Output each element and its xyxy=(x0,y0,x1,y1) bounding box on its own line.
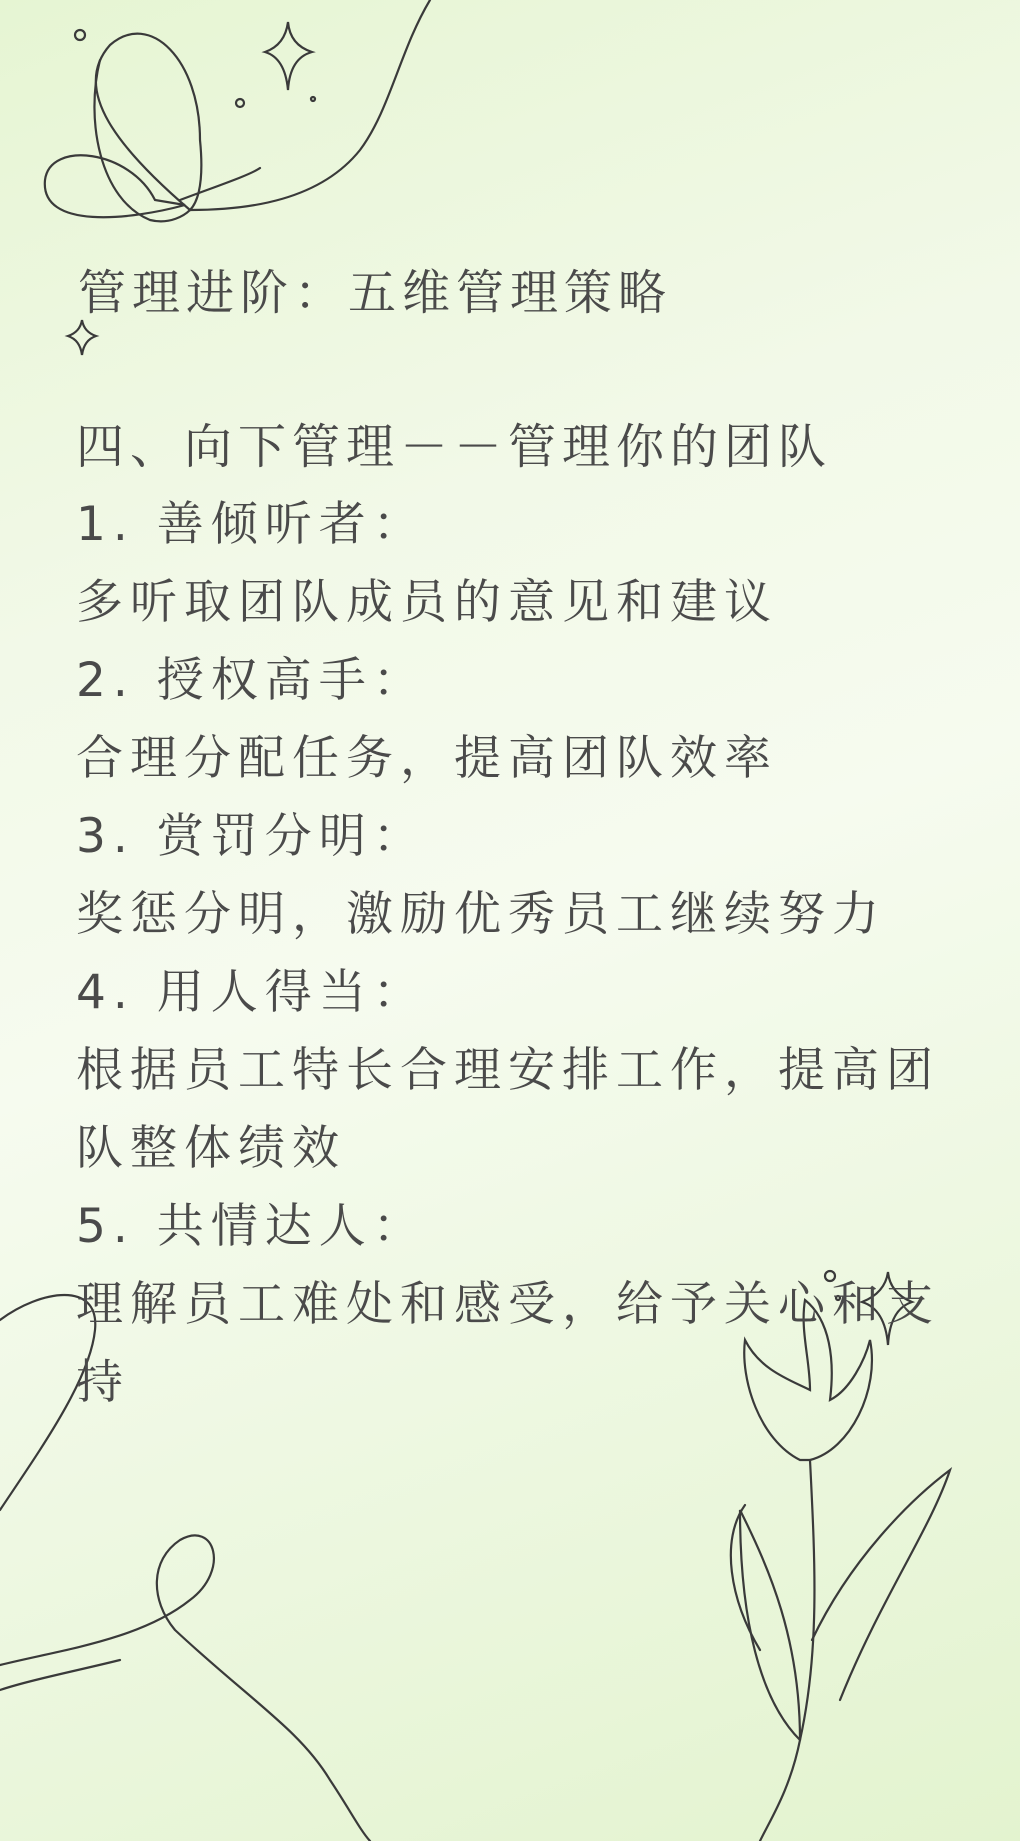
item-heading: 1. 善倾听者： xyxy=(76,497,427,552)
list-item xyxy=(76,954,956,1188)
list-item xyxy=(76,642,956,798)
item-text: 多听取团队成员的意见和建议 xyxy=(76,575,778,630)
item-heading: 2. 授权高手： xyxy=(76,653,427,708)
item-heading: 4. 用人得当： xyxy=(76,965,427,1020)
sparkle-icon xyxy=(265,22,312,90)
item-text: 奖惩分明，激励优秀员工继续努力 xyxy=(76,887,886,942)
item-text: 根据员工特长合理安排工作，提高团队整体绩效 xyxy=(76,1043,940,1176)
item-text: 合理分配任务，提高团队效率 xyxy=(76,731,778,786)
list-item xyxy=(76,1188,956,1422)
list-item xyxy=(76,798,956,954)
page-title: 管理进阶：五维管理策略 xyxy=(78,265,673,321)
list-item xyxy=(76,486,956,642)
section-heading: 四、向下管理－－管理你的团队 xyxy=(76,419,833,475)
note-content xyxy=(76,258,956,1422)
item-heading: 3. 赏罚分明： xyxy=(76,809,427,864)
item-text: 理解员工难处和感受，给予关心和支持 xyxy=(76,1277,940,1410)
item-heading: 5. 共情达人： xyxy=(76,1199,427,1254)
